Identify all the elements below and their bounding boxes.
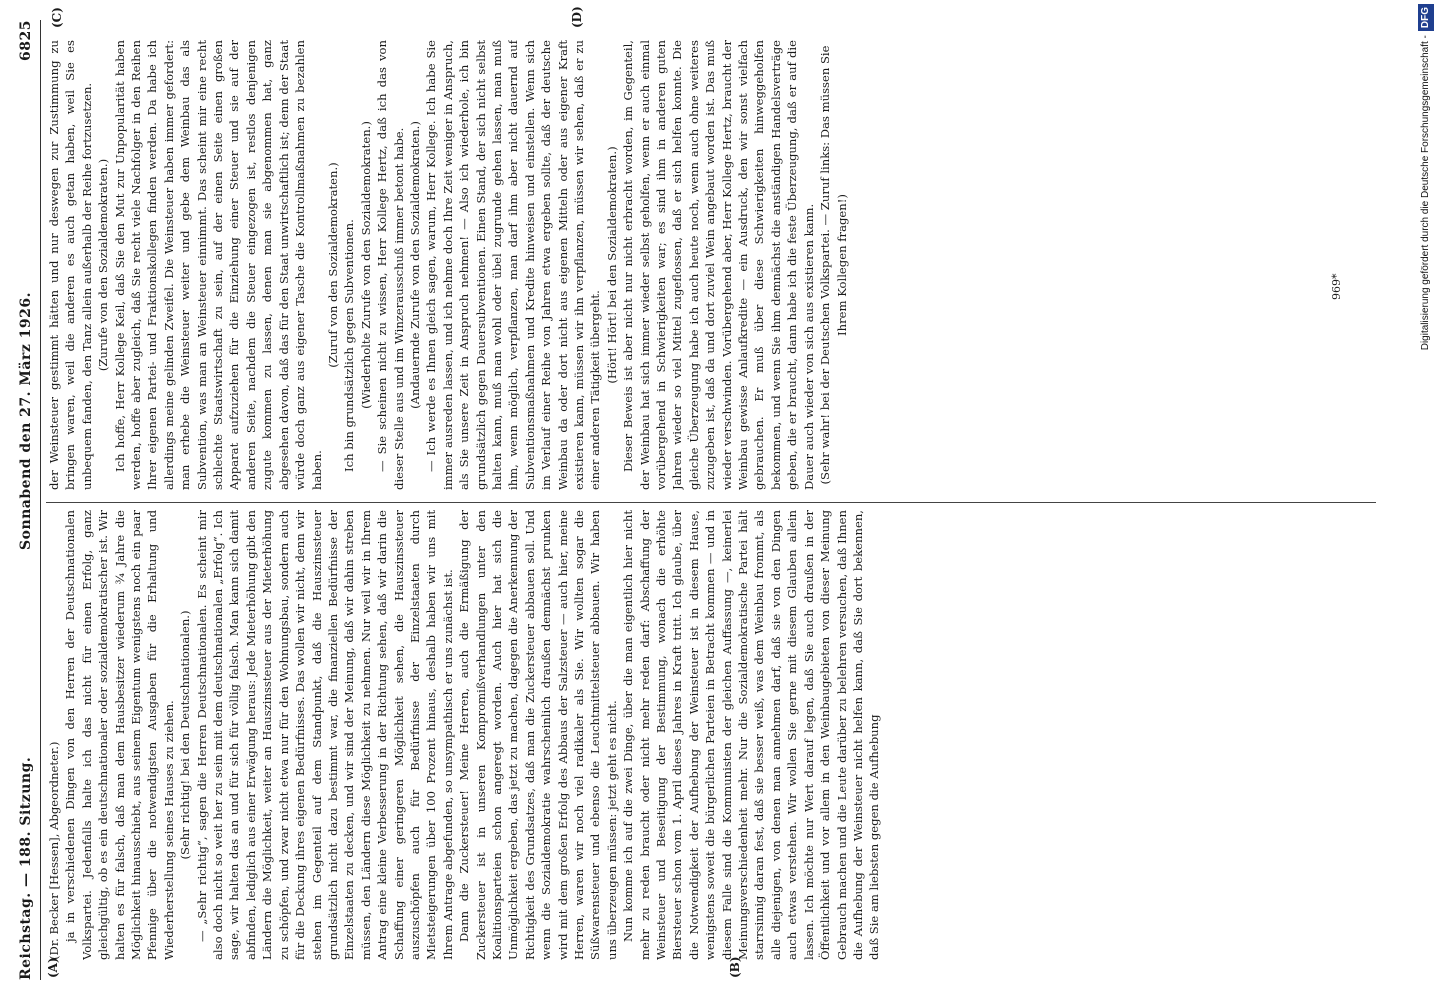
paragraph: Ich hoffe, Herr Kollege Keil, daß Sie den Mut zur Unpopularität haben werden, hoffe aber zugleich, daß Sie recht viele Nachfolger in den Reihen Ihrer eigenen Partei- und Fraktionskollegen finden werden. Da habe ich allerdings meine gelinden Zweifel. Die Weinsteuer haben immer gefordert: man erhebe die Weinsteuer weiter und gebe dem Weinbau das als Subvention, was man an Weinsteuer einnimmt. Das scheint mir eine recht schlechte Staatswirtschaft zu sein, auf der einen Seite einen großen Apparat aufzuziehen für die Einziehung einer Steuer und sie auf der anderen Seite, nachdem die Steuer eingezogen ist, restlos denjenigen zugute kommen zu lassen, denen man sie abgenommen hat, ganz abgesehen davon, daß das für den Staat unwirtschaftlich ist; denn der Staat würde doch ganz aus eigener Tasche die Kontrollmaßnahmen zu bezahlen haben. — [112, 40, 324, 490]
paragraph: — Sie scheinen nicht zu wissen, Herr Kollege Hertz, daß ich das von dieser Stelle aus und im Winzerausschuß immer betont habe. — [375, 40, 406, 490]
paragraph: — Ich werde es Ihnen gleich sagen, warum, Herr Kollege. Ich habe Sie immer ausreden lassen, und ich nehme doch Ihre Zeit weniger in Anspruch, als Sie unsere Zeit in Anspruch nehmen! — Also ich wiederhole, ich bin grundsätzlich gegen Dauersubventionen. Einen Stand, der sich nicht selbst halten kann, muß man wohl oder übel zugrunde gehen lassen, man muß ihm, wenn möglich, verpflanzen, man darf ihm aber nicht dauernd auf Subventionsmaßnahmen und Kredite hinweisen und einstellen. Wenn sich im Verlauf einer Reihe von Jahren etwa ergeben sollte, daß der deutsche Weinbau da oder dort nicht aus eigenen Mitteln oder aus eigener Kraft existieren kann, müssen wir ihn verpflanzen, müssen wir sehen, daß er zu einer anderen Tätigkeit übergeht. — [424, 40, 603, 490]
interjection: (Sehr richtig! bei den Deutschnationalen.) — [178, 610, 193, 860]
dfg-logo: DFG — [1418, 4, 1434, 31]
left-column — [46, 510, 1386, 960]
interjection: (Sehr wahr! bei der Deutschen Volkspartei. — Zuruf links: Das müssen Sie Ihrem Kollegen fragen!) — [818, 45, 849, 485]
paragraph: Dann die Zuckersteuer! Meine Herren, auch die Ermäßigung der Zuckersteuer ist in unseren Kompromißverhandlungen unter den Koalitionsparteien schon angeregt worden. Auch hier hat sich die Unmöglichkeit ergeben, das jetzt zu machen, dagegen die Anerkennung der Richtigkeit des Grundsatzes, daß man die Zuckersteuer abbauen soll. Und wenn die Sozialdemokratie wahrscheinlich draußen demnächst prunken wird mit dem großen Erfolg des Abbaus der Salzsteuer — auch hier, meine Herren, waren wir noch viel radikaler als Sie. Wir wollten sogar die Süßwarensteuer und ebenso die Leuchtmittelsteuer abbauen. Wir haben uns überzeugen müssen: jetzt geht es nicht. — [457, 510, 619, 960]
page-number: 6825 — [18, 20, 34, 61]
interjection: (Andauernde Zurufe von den Sozialdemokraten.) — [407, 121, 422, 409]
margin-marker-a: (A) — [46, 957, 60, 978]
interjection: (Wiederholte Zurufe von den Sozialdemokraten.) — [358, 121, 373, 409]
right-column — [46, 40, 1386, 490]
header-session: Reichstag. — 188. Sitzung. — [18, 756, 34, 980]
interjection: (Zurufe von den Sozialdemokraten.) — [96, 158, 111, 372]
dfg-notice-text: Digitalisierung gefördert durch die Deutsche Forschungsgemeinschaft - — [1420, 35, 1431, 351]
column-divider — [46, 502, 1376, 503]
margin-marker-d: (D) — [570, 6, 584, 28]
page-header — [12, 20, 40, 980]
interjection: (Zuruf von den Sozialdemokraten.) — [325, 162, 340, 368]
dfg-notice — [1418, 0, 1434, 1000]
paragraph: — „Sehr richtig“, sagen die Herren Deutschnationalen. Es scheint mir also doch nicht so weit her zu sein mit dem deutschnationalen „Erfolg“. Ich sage, wir halten das an und für sich für völlig falsch. Man kann sich damit abfinden, lediglich aus einer Erwägung heraus: Jede Mieterhöhung gibt den Ländern die Möglichkeit, weiter an Hauszinssteuer aus der Mieterhöhung zu schöpfen, und zwar nicht etwa nur für den Wohnungsbau, sondern auch für die Deckung ihres eigenen Bedürfnisses. Das wollen wir nicht, denn wir stehen im Gegenteil auf dem Standpunkt, daß die Hauszinssteuer grundsätzlich nicht dazu bestimmt war, die finanziellen Bedürfnisse der Einzelstaaten zu decken, und wir sind der Meinung, daß wir dahin streben müssen, den Ländern diese Möglichkeit zu nehmen. Nur weil wir in Ihrem Antrag eine kleine Verbesserung in der Richtung sehen, daß wir darin die Schaffung einer geringeren Möglichkeit sehen, die Hauszinssteuer auszuschöpfen auch für Bedürfnisse der Einzelstaaten durch Mietsteigerungen über 100 Prozent hinaus, deshalb haben wir uns mit Ihrem Antrage abgefunden, so unsympathisch er uns zunächst ist. — [194, 510, 455, 960]
speaker-line: (Dr. Becker [Hessen], Abgeordneter.) — [47, 741, 61, 960]
paragraph: der Weinsteuer gestimmt hätten und nur deswegen zur Zustimmung zu bringen waren, weil die anderen es auch getan haben, weil Sie es unbequem fanden, den Tanz allein außerhalb der Reihe fortzusetzen. — [47, 40, 94, 490]
margin-marker-b: (B) — [728, 956, 742, 978]
header-rule — [40, 20, 41, 980]
signature-mark: 969* — [1330, 273, 1343, 300]
paragraph: Ich bin grundsätzlich gegen Subventionen. — [342, 219, 357, 472]
paragraph: Nun komme ich auf die zwei Dinge, über die man eigentlich hier nicht mehr zu reden braucht oder nicht mehr reden darf: Abschaffung der Weinsteuer und Beseitigung der Bestimmung, wonach die erhöhte Biersteuer schon vom 1. April dieses Jahres in Kraft tritt. Ich glaube, über die Notwendigkeit der Aufhebung der Weinsteuer ist in diesem Hause, wenigstens soweit die bürgerlichen Parteien in Betracht kommen — und in diesem Falle sind die Kommunisten der gleichen Auffassung —, keinerlei Meinungsverschiedenheit mehr. Nur die Sozialdemokratische Partei hält starrsinnig daran fest, daß sie besser weiß, was dem Weinbau frommt, als alle diejenigen, von denen man annehmen darf, daß sie von den Dingen auch etwas verstehen. Wir wollen Sie gerne mit diesem Glauben allein lassen. Ich möchte nur Wert darauf legen, daß Sie auch draußen in der Öffentlichkeit und vor allem in den Weinbaugebieten von dieser Meinung Gebrauch machen und die Leute darüber zu belehren versuchen, daß Ihnen die Aufhebung der Weinsteuer nicht helfen kann, daß Sie dort bekennen, daß Sie am liebsten gegen die Aufhebung — [621, 510, 882, 960]
margin-marker-c: (C) — [50, 7, 64, 28]
header-date: Sonnabend den 27. März 1926. — [18, 291, 34, 550]
interjection: (Hört! Hört! bei den Sozialdemokraten.) — [604, 146, 619, 384]
paragraph: ja in verschiedenen Dingen von den Herren der Deutschnationalen Volkspartei. Jedenfalls halte ich das nicht für einen Erfolg, ganz gleichgültig, ob es ein deutschnationaler oder sozialdemokratischer ist. Wir halten es für falsch, daß man dem Hausbesitzer wiederum ¾ Jahre die Möglichkeit hinausschiebt, aus seinem Eigentum wenigstens noch ein paar Pfennige über die notwendigsten Ausgaben für die Erhaltung und Wiederherstellung seines Hauses zu ziehen. — [63, 510, 176, 960]
paragraph: Dieser Beweis ist aber nicht nur nicht erbracht worden, im Gegenteil, der Weinbau hat sich immer wieder selbst geholfen, wenn er auch einmal vorübergehend in Schwierigkeiten war; es sind ihm in anderen guten Jahren wieder so viel Mittel zugeflossen, daß er sich helfen konnte. Die gleiche Überzeugung habe ich auch heute noch, wenn auch ohne weiteres zuzugeben ist, daß da und dort zuviel Wein angebaut worden ist. Das muß wieder verschwinden. Vorübergehend aber, Herr Kollege Hertz, braucht der Weinbau gewisse Anlaufkredite — ein Ausdruck, den wir sonst vielfach gebrauchen. Er muß über diese Schwierigkeiten hinweggeholfen bekommen, und wenn Sie ihm demnächst die anständigen Handelsverträge geben, die er braucht, dann habe ich die feste Überzeugung, daß er auf die Dauer auch wieder von sich aus existieren kann. — [621, 40, 816, 490]
